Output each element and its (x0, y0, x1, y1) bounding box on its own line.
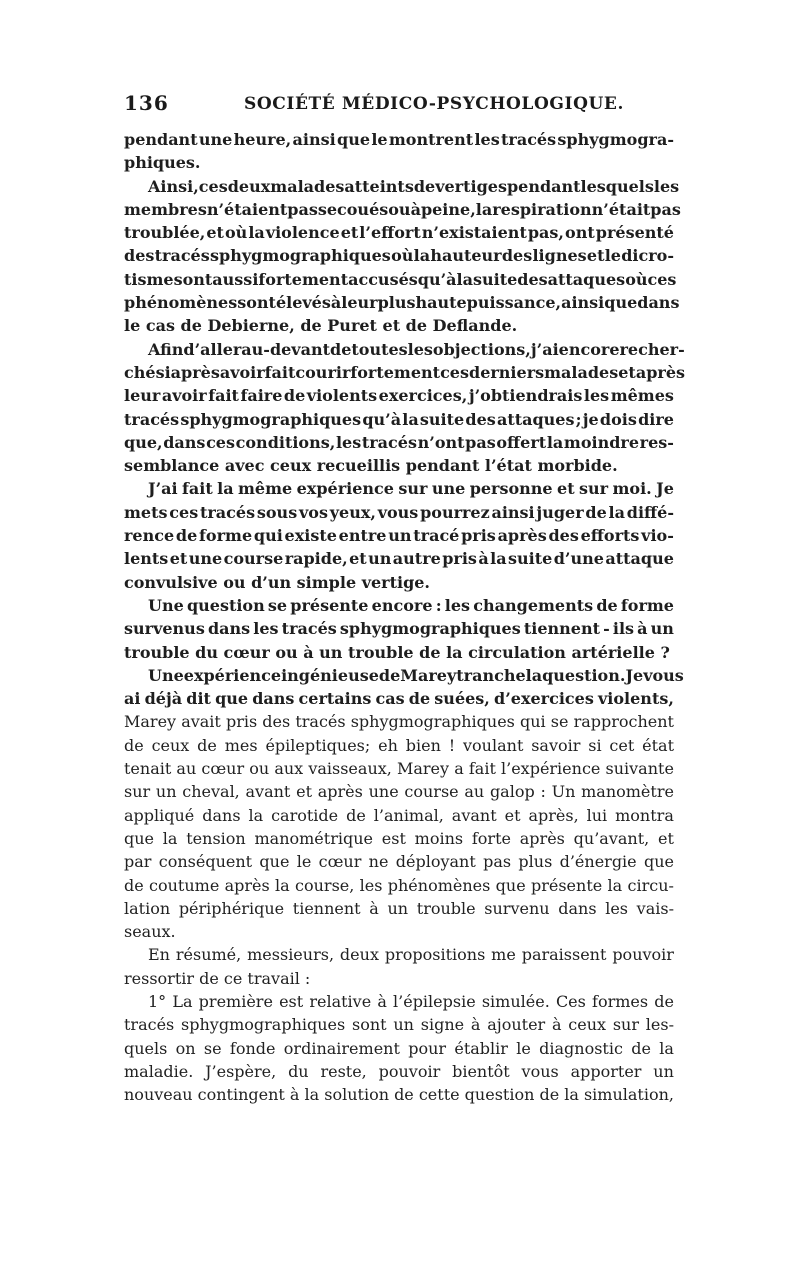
text-line: troublée, et où la violence et l’effort n’existaient pas, ont présenté (124, 223, 674, 243)
text-line: ressortir de ce travail : (124, 968, 311, 988)
text-line: ché si après avoir fait courir fortement ces derniers malades et après (124, 362, 685, 382)
text-line: tracés sphygmographiques sont un signe à ajouter à ceux sur les- (124, 1015, 674, 1035)
text-line: trouble du cœur ou à un trouble de la circulation artérielle ? (124, 642, 670, 662)
text-line: En résumé, messieurs, deux propositions me paraissent pouvoir (148, 945, 674, 965)
text-line: semblance avec ceux recueillis pendant l’état morbide. (124, 456, 618, 476)
text-line: convulsive ou d’un simple vertige. (124, 572, 430, 592)
text-line: mets ces tracés sous vos yeux, vous pourrez ainsi juger de la diffé- (124, 502, 674, 522)
text-line: sur un cheval, avant et après une course au galop : Un manomètre (124, 782, 674, 802)
text-line: Une expérience ingénieuse de Marey tranche la question. Je vous (148, 665, 684, 685)
text-line: appliqué dans la carotide de l’animal, avant et après, lui montra (124, 805, 674, 825)
text-line: rence de forme qui existe entre un tracé pris après des efforts vio- (124, 526, 674, 546)
text-line: tisme sont aussi fortement accusés qu’à la suite des attaques où ces (124, 269, 677, 289)
text-line: Afin d’aller au-devant de toutes les objections, j’ai encore recher- (148, 339, 685, 359)
text-line: membres n’étaient pas secoués ou à peine, la respiration n’était pas (124, 199, 681, 219)
text-line: survenus dans les tracés sphygmographiques tiennent - ils à un (124, 619, 674, 639)
text-line: lents et une course rapide, et un autre pris à la suite d’une attaque (124, 549, 674, 569)
text-line: lation périphérique tiennent à un trouble survenu dans les vais- (124, 898, 674, 918)
text-line: J’ai fait la même expérience sur une personne et sur moi. Je (148, 479, 674, 499)
text-line: tenait au cœur ou aux vaisseaux, Marey a fait l’expérience suivante (124, 759, 674, 779)
text-line: pendant une heure, ainsi que le montrent les tracés sphygmogra- (124, 130, 674, 149)
running-head (124, 91, 674, 119)
text-line: tracés sphygmographiques qu’à la suite des attaques ; je dois dire (124, 409, 674, 429)
text-line: de ceux de mes épileptiques; eh bien ! voulant savoir si cet état (124, 735, 674, 755)
text-line: 1° La première est relative à l’épilepsie simulée. Ces formes de (148, 991, 674, 1011)
body-text (124, 128, 685, 1106)
text-line: leur avoir fait faire de violents exercices, j’obtiendrais les mêmes (124, 386, 674, 406)
text-line: seaux. (124, 922, 176, 942)
text-line: phénomènes sont élevés à leur plus haute puissance, ainsi que dans (124, 293, 680, 313)
text-line: Ainsi, ces deux malades atteints de vertiges pendant lesquels les (148, 176, 680, 196)
running-title: SOCIÉTÉ MÉDICO-PSYCHOLOGIQUE. (244, 94, 624, 114)
text-line: de coutume après la course, les phénomènes que présente la circu- (124, 875, 674, 895)
text-line: Une question se présente encore : les changements de forme (148, 595, 674, 615)
text-line: ai déjà dit que dans certains cas de suées, d’exercices violents, (124, 689, 674, 709)
text-line: Marey avait pris des tracés sphygmographiques qui se rapprochent (124, 712, 674, 732)
text-line: des tracés sphygmographiques où la hauteur des lignes et le dicro- (124, 246, 674, 266)
text-line: quels on se fonde ordinairement pour établir le diagnostic de la (124, 1038, 674, 1058)
text-line: que, dans ces conditions, les tracés n’ont pas offert la moindre res- (124, 432, 674, 452)
text-line: que la tension manométrique est moins forte après qu’avant, et (124, 828, 674, 848)
page-number: 136 (124, 91, 169, 115)
text-line: le cas de Debierne, de Puret et de Deflande. (124, 316, 518, 336)
text-line: nouveau contingent à la solution de cette question de la simulation, (124, 1085, 674, 1105)
text-line: par conséquent que le cœur ne déployant pas plus d’énergie que (124, 852, 674, 872)
text-line: phiques. (124, 153, 201, 173)
text-line: maladie. J’espère, du reste, pouvoir bientôt vous apporter un (124, 1061, 674, 1081)
